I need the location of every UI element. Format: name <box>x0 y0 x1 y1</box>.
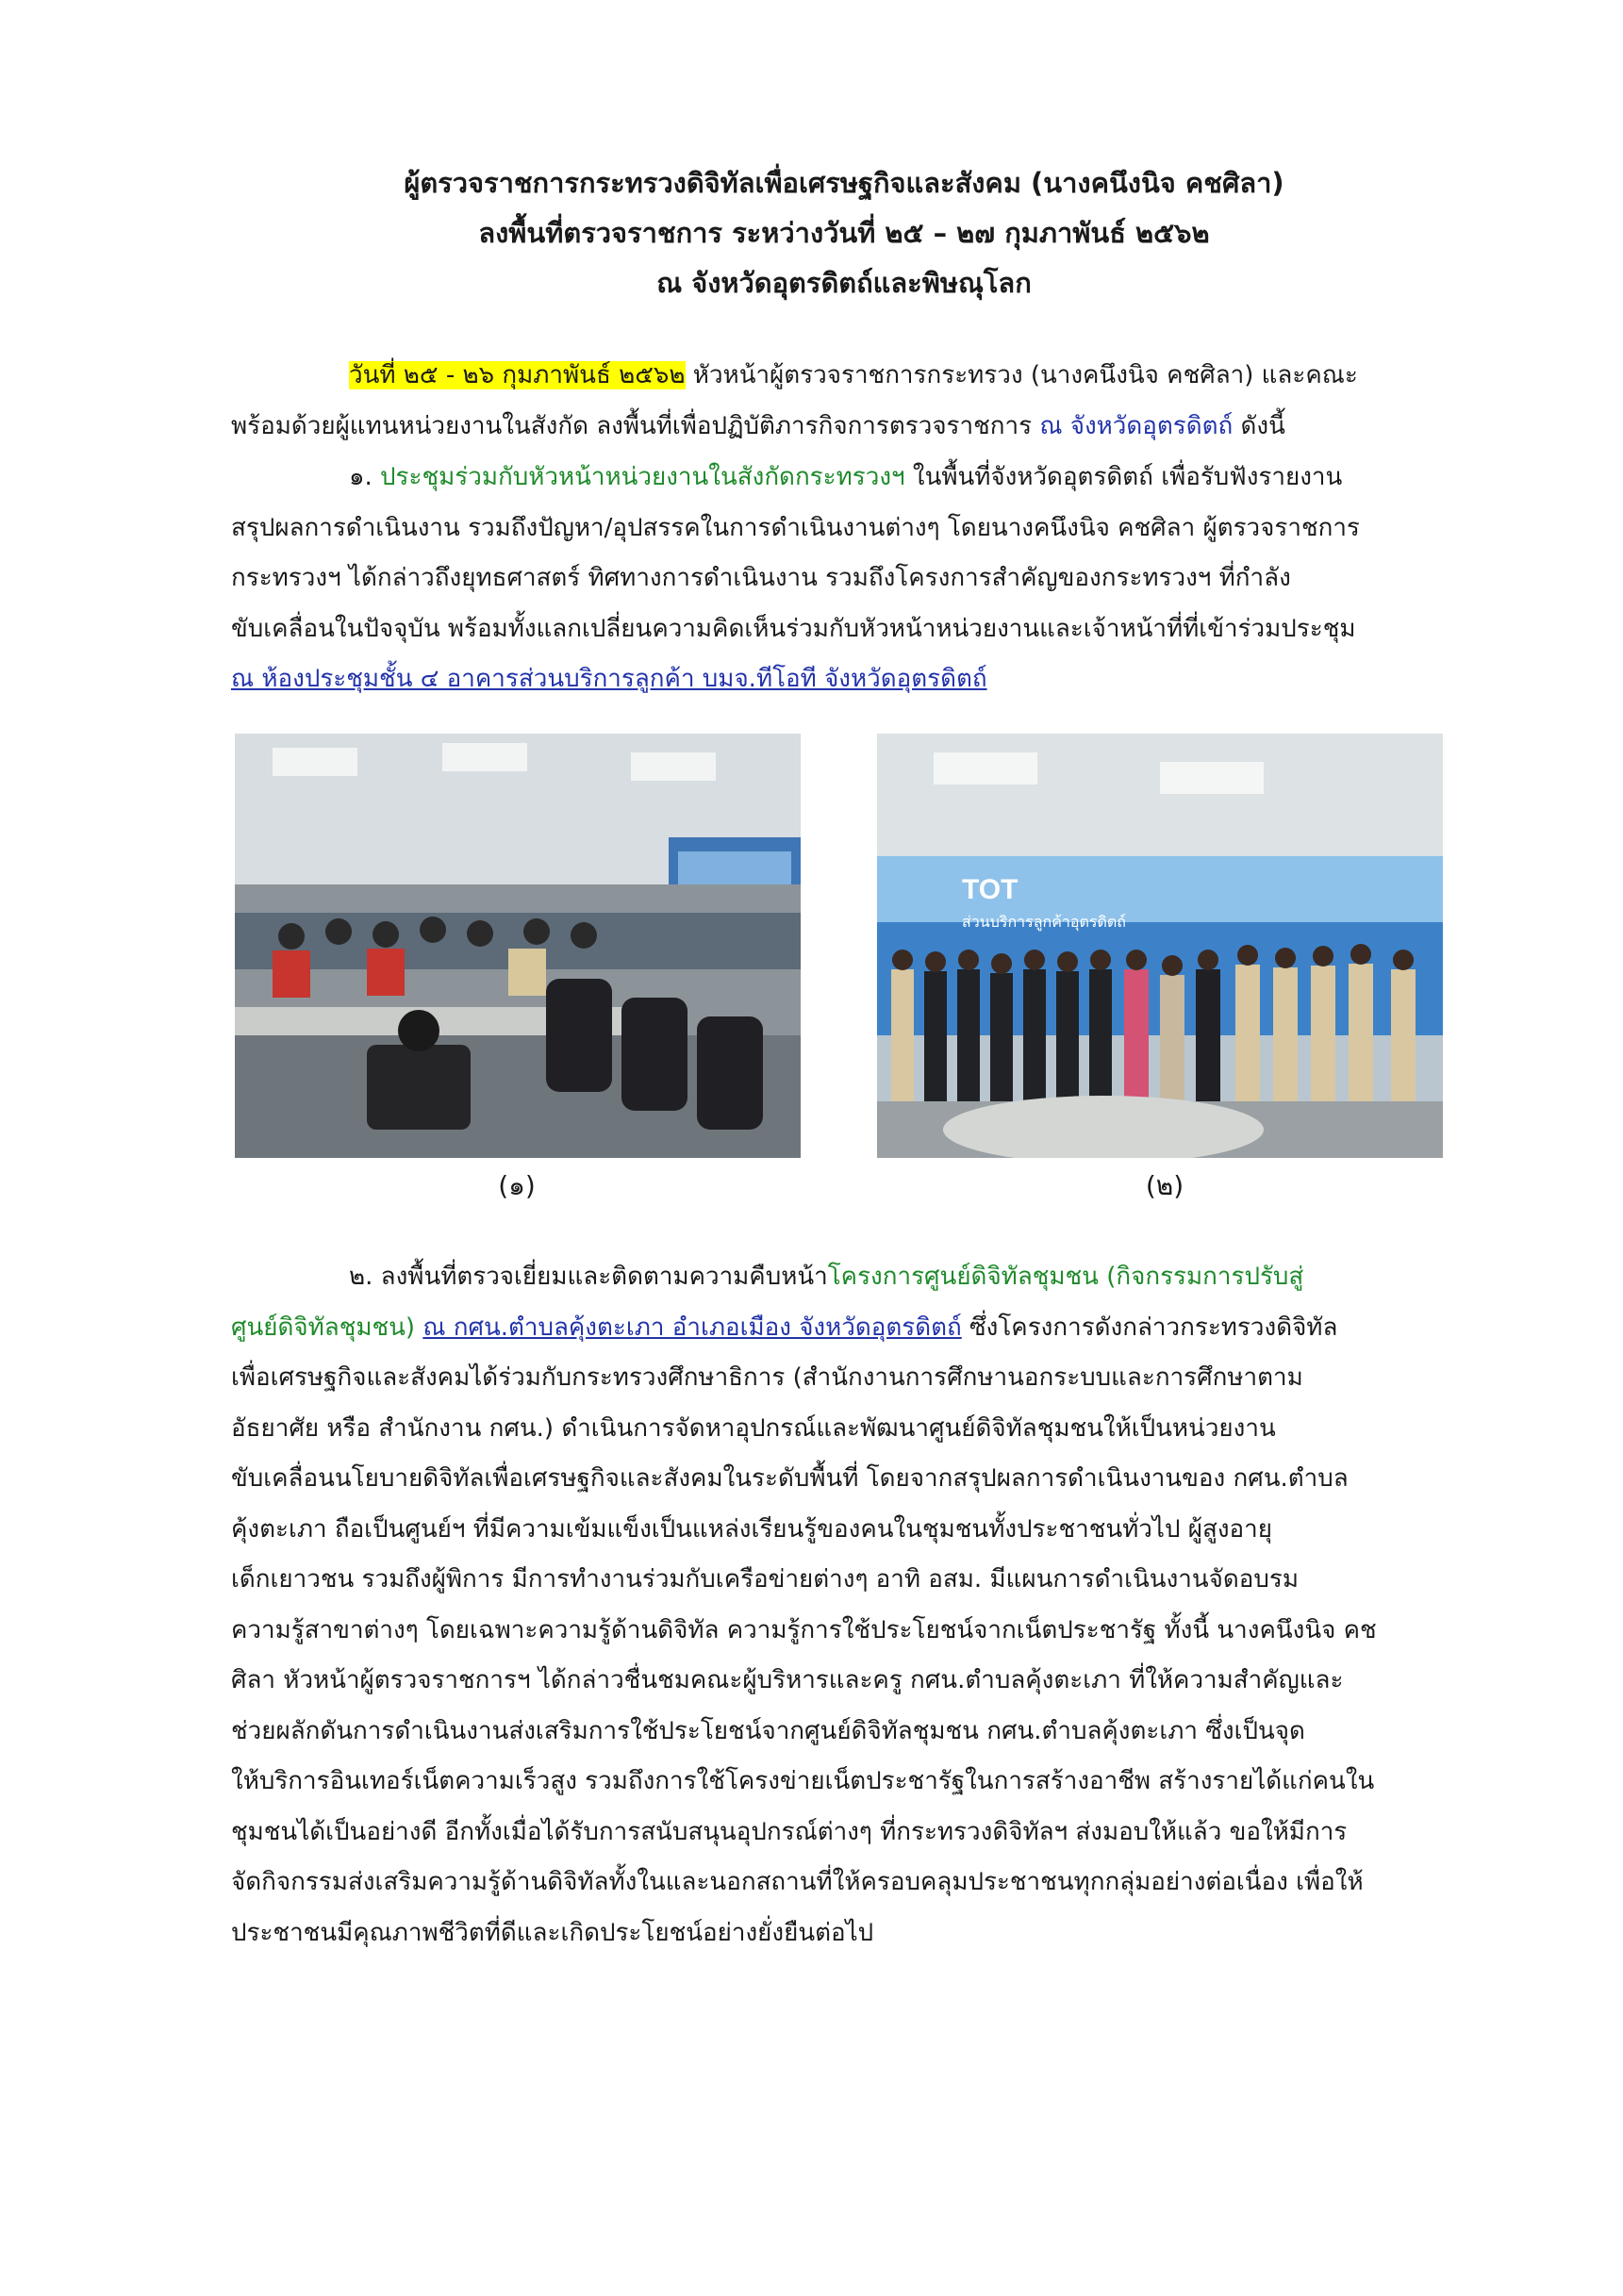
place-text: ณ จังหวัดอุตรดิตถ์ <box>1039 411 1234 440</box>
item-2-line-13: จัดกิจกรรมส่งเสริมความรู้ด้านดิจิทัลทั้งในและนอกสถานที่ให้ครอบคลุมประชาชนทุกกลุ่มอย่างต่อเนื่อง เพื่อให้ <box>231 1868 1364 1896</box>
item-1-line-3: กระทรวงฯ ได้กล่าวถึงยุทธศาสตร์ ทิศทางการดำเนินงาน รวมถึงโครงการสำคัญของกระทรวงฯ ที่กำลัง <box>231 564 1291 592</box>
meeting-photo-2 <box>877 734 1443 1158</box>
item-2-line-2: ศูนย์ดิจิทัลชุมชน) ณ กศน.ตำบลคุ้งตะเภา อำเภอเมือง จังหวัดอุตรดิตถ์ ซึ่งโครงการดังกล่าวกระทรวงดิจิทัล <box>231 1313 1338 1342</box>
item-2-line-8: ความรู้สาขาต่างๆ โดยเฉพาะความรู้ด้านดิจิทัล ความรู้การใช้ประโยชน์จากเน็ตประชารัฐ ทั้งนี้ นางคนึงนิจ คช <box>231 1615 1377 1644</box>
intro-line-2: พร้อมด้วยผู้แทนหน่วยงานในสังกัด ลงพื้นที่เพื่อปฏิบัติภารกิจการตรวจราชการ ณ จังหวัดอุตรดิตถ์ ดังนี้ <box>231 411 1285 440</box>
item-2-line-10: ช่วยผลักดันการดำเนินงานส่งเสริมการใช้ประโยชน์จากศูนย์ดิจิทัลชุมชน กศน.ตำบลคุ้งตะเภา ซึ่งเป็นจุด <box>231 1716 1305 1745</box>
item-1-line-1: ๑. ประชุมร่วมกับหัวหน้าหน่วยงานในสังกัดกระทรวงฯ ในพื้นที่จังหวัดอุตรดิตถ์ เพื่อรับฟังรายงาน <box>349 463 1343 491</box>
item-2-line-14: ประชาชนมีคุณภาพชีวิตที่ดีและเกิดประโยชน์อย่างยั่งยืนต่อไป <box>231 1918 874 1947</box>
intro-line-1: วันที่ ๒๕ - ๒๖ กุมภาพันธ์ ๒๕๖๒ หัวหน้าผู้ตรวจราชการกระทรวง (นางคนึงนิจ คชศิลา) และคณะ <box>349 361 1358 389</box>
project-name: โครงการศูนย์ดิจิทัลชุมชน (กิจกรรมการปรับสู่ <box>827 1263 1304 1291</box>
date-highlight: วันที่ ๒๕ - ๒๖ กุมภาพันธ์ ๒๕๖๒ <box>349 361 686 389</box>
item-2-line-9: ศิลา หัวหน้าผู้ตรวจราชการฯ ได้กล่าวชื่นชมคณะผู้บริหารและครู กศน.ตำบลคุ้งตะเภา ที่ให้ความสำคัญและ <box>231 1666 1344 1694</box>
intro-paragraph <box>231 351 1468 452</box>
item-1-line-5 <box>231 654 1468 705</box>
title-line-1: ผู้ตรวจราชการกระทรวงดิจิทัลเพื่อเศรษฐกิจและสังคม (นางคนึงนิจ คชศิลา) <box>404 167 1284 199</box>
site-location-link[interactable]: ณ กศน.ตำบลคุ้งตะเภา อำเภอเมือง จังหวัดอุตรดิตถ์ <box>422 1313 962 1342</box>
meeting-location-link[interactable]: ณ ห้องประชุมชั้น ๔ อาคารส่วนบริการลูกค้า บมจ.ทีโอที จังหวัดอุตรดิตถ์ <box>231 665 987 693</box>
meeting-photo-1 <box>235 734 801 1158</box>
svg-text:TOT: TOT <box>962 874 1019 905</box>
item-2-line-11: ให้บริการอินเทอร์เน็ตความเร็วสูง รวมถึงการใช้โครงข่ายเน็ตประชารัฐในการสร้างอาชีพ สร้างรายได้แก่คนใน <box>231 1767 1375 1795</box>
item-1-paragraph <box>231 453 1468 705</box>
item-1-line-2: สรุปผลการดำเนินงาน รวมถึงปัญหา/อุปสรรคในการดำเนินงานต่างๆ โดยนางคนึงนิจ คชศิลา ผู้ตรวจราชการ <box>231 513 1360 542</box>
svg-text:ส่วนบริการลูกค้าอุตรดิตถ์: ส่วนบริการลูกค้าอุตรดิตถ์ <box>962 915 1126 931</box>
group-photo-image <box>877 734 1443 1158</box>
item-2-line-3: เพื่อเศรษฐกิจและสังคมได้ร่วมกับกระทรวงศึกษาธิการ (สำนักงานการศึกษานอกระบบและการศึกษาตาม <box>231 1363 1303 1392</box>
item-2-line-12: ชุมชนได้เป็นอย่างดี อีกทั้งเมื่อได้รับการสนับสนุนอุปกรณ์ต่างๆ ที่กระทรวงดิจิทัลฯ ส่งมอบให้แล้ว ขอให้มีการ <box>231 1817 1348 1846</box>
photo-caption-1: (๑) <box>498 1170 536 1201</box>
document-title <box>231 158 1457 308</box>
item-2-line-4: อัธยาศัย หรือ สำนักงาน กศน.) ดำเนินการจัดหาอุปกรณ์และพัฒนาศูนย์ดิจิทัลชุมชนให้เป็นหน่วยงาน <box>231 1413 1276 1443</box>
item-2-paragraph <box>231 1252 1468 1958</box>
item-1-heading: ประชุมร่วมกับหัวหน้าหน่วยงานในสังกัดกระทรวงฯ <box>380 463 905 491</box>
item-2-line-5: ขับเคลื่อนนโยบายดิจิทัลเพื่อเศรษฐกิจและสังคมในระดับพื้นที่ โดยจากสรุปผลการดำเนินงานของ กศน.ตำบล <box>231 1464 1349 1493</box>
item-2-line-6: คุ้งตะเภา ถือเป็นศูนย์ฯ ที่มีความเข้มแข็งเป็นแหล่งเรียนรู้ของคนในชุมชนทั้งประชาชนทั่วไป ผู้สูงอายุ <box>231 1514 1272 1544</box>
item-2-line-1: ๒. ลงพื้นที่ตรวจเยี่ยมและติดตามความคืบหน้าโครงการศูนย์ดิจิทัลชุมชน (กิจกรรมการปรับสู่ <box>349 1263 1304 1291</box>
photo-caption-2: (๒) <box>1145 1170 1184 1201</box>
item-2-line-7: เด็กเยาวชน รวมถึงผู้พิการ มีการทำงานร่วมกับเครือข่ายต่างๆ อาทิ อสม. มีแผนการดำเนินงานจัดอบรม <box>231 1565 1299 1594</box>
meeting-room-image <box>235 734 801 1158</box>
title-line-3: ณ จังหวัดอุตรดิตถ์และพิษณุโลก <box>656 267 1032 299</box>
item-1-line-4: ขับเคลื่อนในปัจจุบัน พร้อมทั้งแลกเปลี่ยนความคิดเห็นร่วมกับหัวหน้าหน่วยงานและเจ้าหน้าที่ที่เข้าร่วมประชุม <box>231 614 1356 643</box>
title-line-2: ลงพื้นที่ตรวจราชการ ระหว่างวันที่ ๒๕ – ๒๗ กุมภาพันธ์ ๒๕๖๒ <box>478 217 1210 249</box>
